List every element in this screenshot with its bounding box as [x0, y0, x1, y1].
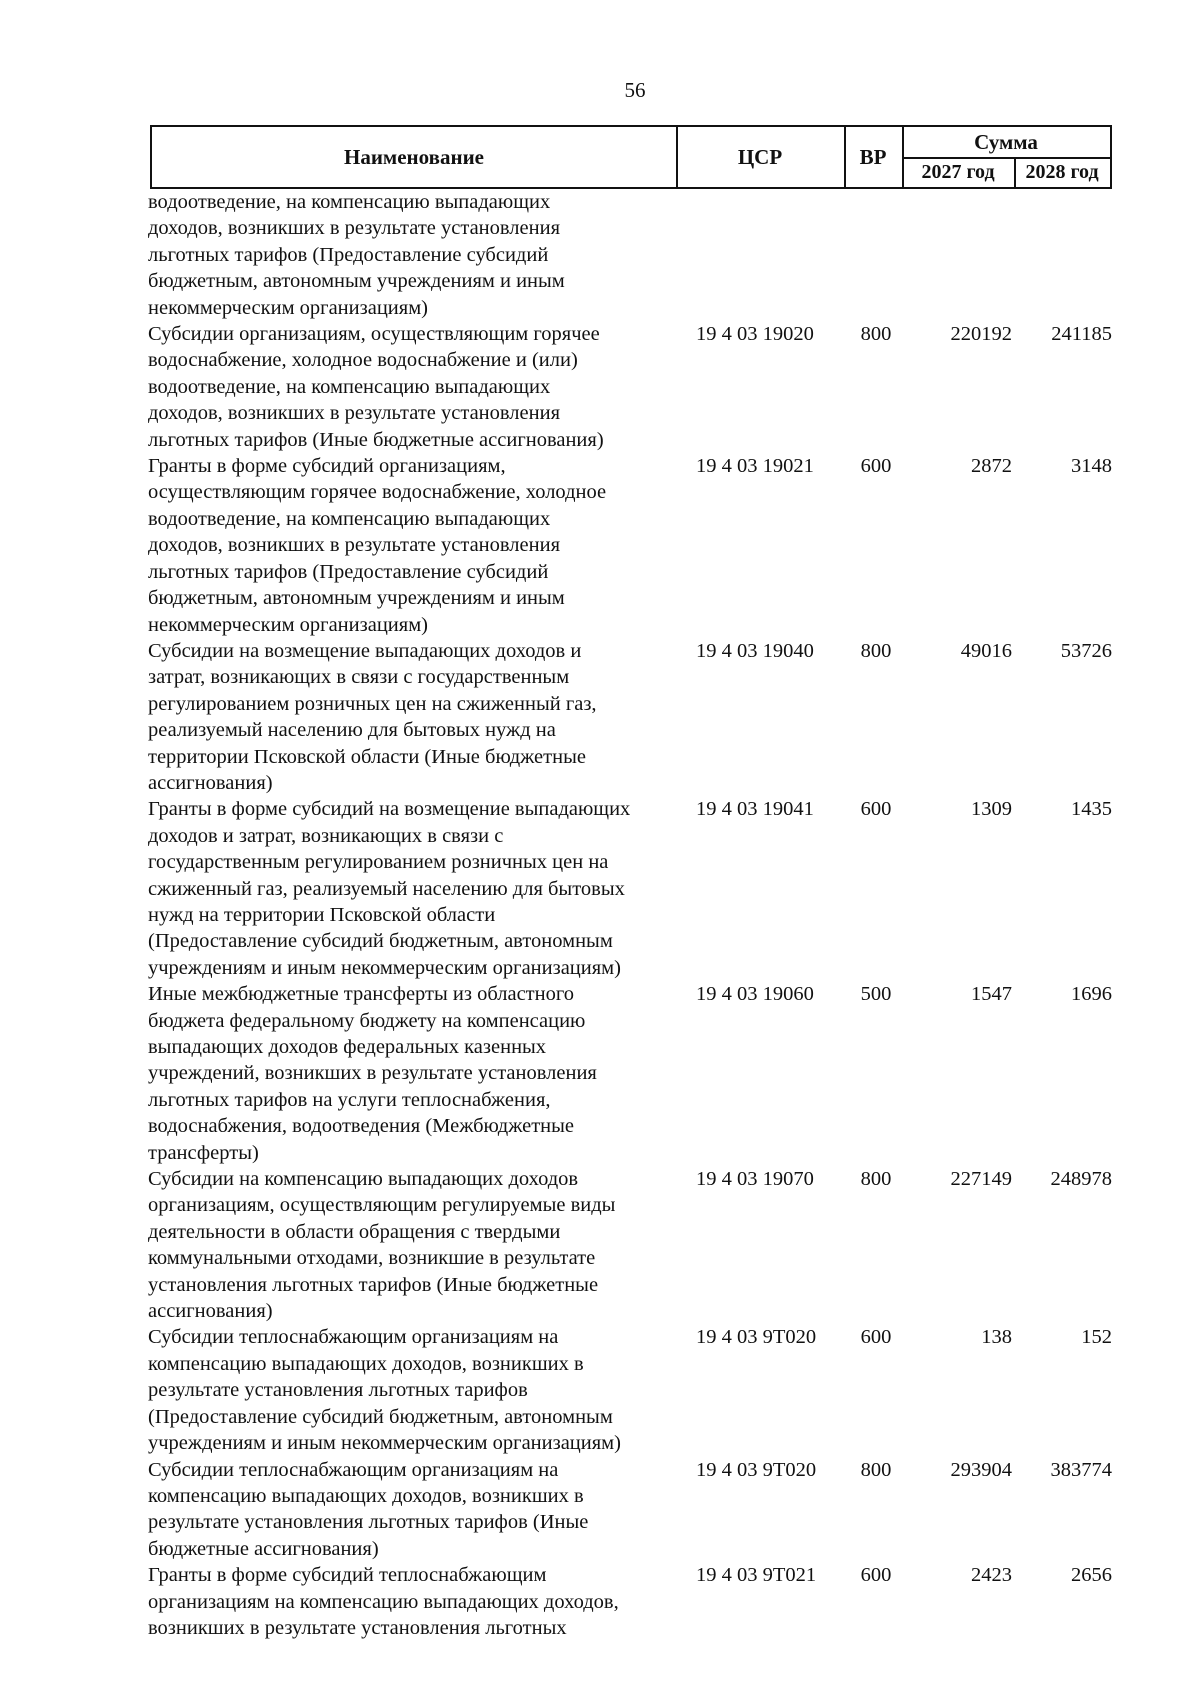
row-csr: 19 4 03 19021	[696, 455, 814, 478]
row-name: Субсидии на компенсацию выпадающих доходов организациям, осуществляющим регулируемые виды деятельности в области обращения с твердыми коммунальными отходами, возникшие в результате установления льготных тарифов (Иные бюджетные ассигнования)	[148, 1168, 616, 1323]
column-header-name: Наименование	[152, 127, 678, 187]
row-sum-2028: 152	[1081, 1326, 1112, 1349]
row-name: Субсидии теплоснабжающим организациям на компенсацию выпадающих доходов, возникших в результате установления льготных тарифов (Иные бюджетные ассигнования)	[148, 1458, 589, 1560]
row-csr: 19 4 03 9Т021	[696, 1564, 817, 1587]
table-row	[148, 321, 1114, 453]
row-vr: 600	[860, 798, 892, 821]
table-row	[148, 189, 1114, 321]
table-row	[148, 981, 1114, 1166]
row-vr: 800	[860, 639, 892, 662]
row-csr: 19 4 03 19040	[696, 639, 814, 662]
row-sum-2027: 138	[981, 1326, 1012, 1349]
row-name: Субсидии теплоснабжающим организациям на компенсацию выпадающих доходов, возникших в результате установления льготных тарифов (Предоставление субсидий бюджетным, автономным учреждениям и иным некоммерческим организациям)	[148, 1326, 621, 1455]
row-sum-2027: 220192	[950, 323, 1012, 346]
row-vr: 600	[860, 1326, 892, 1349]
row-name: Гранты в форме субсидий организациям, осуществляющим горячее водоснабжение, холодное водоотведение, на компенсацию выпадающих доходов, возникших в результате установления льготных тарифов (Предоставление субсидий бюджетным, автономным учреждениям и иным некоммерческим организациям)	[148, 455, 607, 636]
table-row	[148, 1166, 1114, 1324]
row-sum-2028: 248978	[1050, 1168, 1112, 1191]
row-sum-2027: 2423	[971, 1564, 1012, 1587]
row-sum-2028: 1696	[1071, 983, 1112, 1006]
row-vr: 800	[860, 1168, 892, 1191]
column-header-sum: Сумма	[902, 127, 1110, 159]
table-row	[148, 1457, 1114, 1563]
row-csr: 19 4 03 19070	[696, 1168, 814, 1191]
column-header-year-2028: 2028 год	[1025, 160, 1099, 183]
row-sum-2028: 2656	[1071, 1564, 1112, 1587]
column-header-year-2027: 2027 год	[902, 157, 1016, 187]
row-vr: 500	[860, 983, 892, 1006]
row-sum-2028: 3148	[1071, 455, 1112, 478]
row-name: водоотведение, на компенсацию выпадающих доходов, возникших в результате установления льготных тарифов (Предоставление субсидий бюджетным, автономным учреждениям и иным некоммерческим организациям)	[148, 191, 565, 319]
row-vr: 600	[860, 455, 892, 478]
row-csr: 19 4 03 19020	[696, 323, 814, 346]
table-row	[148, 1562, 1114, 1641]
row-vr: 800	[860, 1458, 892, 1481]
row-sum-2027: 1547	[971, 983, 1012, 1006]
row-sum-2027: 49016	[960, 639, 1012, 662]
row-name: Субсидии на возмещение выпадающих доходов и затрат, возникающих в связи с государственным регулированием розничных цен на сжиженный газ, реализуемый населению для бытовых нужд на территории Псковской области (Иные бюджетные ассигнования)	[148, 639, 597, 794]
table-row	[148, 453, 1114, 638]
row-name: Иные межбюджетные трансферты из областного бюджета федеральному бюджету на компенсацию выпадающих доходов федеральных казенных учреждений, возникших в результате установления льготных тарифов на услуги теплоснабжения, водоснабжения, водоотведения (Межбюджетные трансферты)	[148, 983, 597, 1164]
row-sum-2028: 1435	[1071, 798, 1112, 821]
row-sum-2027: 1309	[971, 798, 1012, 821]
row-vr: 800	[860, 323, 892, 346]
row-sum-2027: 227149	[950, 1168, 1012, 1191]
row-sum-2028: 383774	[1050, 1458, 1112, 1481]
row-csr: 19 4 03 9Т020	[696, 1458, 817, 1481]
column-header-csr: ЦСР	[676, 127, 846, 187]
column-header-vr: ВР	[844, 127, 904, 187]
row-csr: 19 4 03 19041	[696, 798, 814, 821]
row-name: Субсидии организациям, осуществляющим горячее водоснабжение, холодное водоснабжение и (или) водоотведение, на компенсацию выпадающих доходов, возникших в результате установления льготных тарифов (Иные бюджетные ассигнования)	[148, 323, 604, 451]
row-name: Гранты в форме субсидий теплоснабжающим организациям на компенсацию выпадающих доходов, возникших в результате установления льготных	[148, 1564, 619, 1639]
row-csr: 19 4 03 19060	[696, 983, 814, 1006]
page-number: 56	[624, 78, 646, 102]
table-row	[148, 1324, 1114, 1456]
row-sum-2027: 2872	[971, 455, 1012, 478]
table-row	[148, 796, 1114, 981]
row-vr: 600	[860, 1564, 892, 1587]
row-name: Гранты в форме субсидий на возмещение выпадающих доходов и затрат, возникающих в связи с государственным регулированием розничных цен на сжиженный газ, реализуемый населению для бытовых нужд на территории Псковской области (Предоставление субсидий бюджетным, автономным учреждениям и иным некоммерческим организациям)	[148, 798, 631, 979]
row-csr: 19 4 03 9Т020	[696, 1326, 817, 1349]
table-row	[148, 638, 1114, 796]
row-sum-2028: 241185	[1051, 323, 1112, 346]
table-header	[150, 125, 1112, 189]
row-sum-2027: 293904	[950, 1458, 1012, 1481]
table-body	[148, 189, 1114, 1641]
row-sum-2028: 53726	[1060, 639, 1112, 662]
